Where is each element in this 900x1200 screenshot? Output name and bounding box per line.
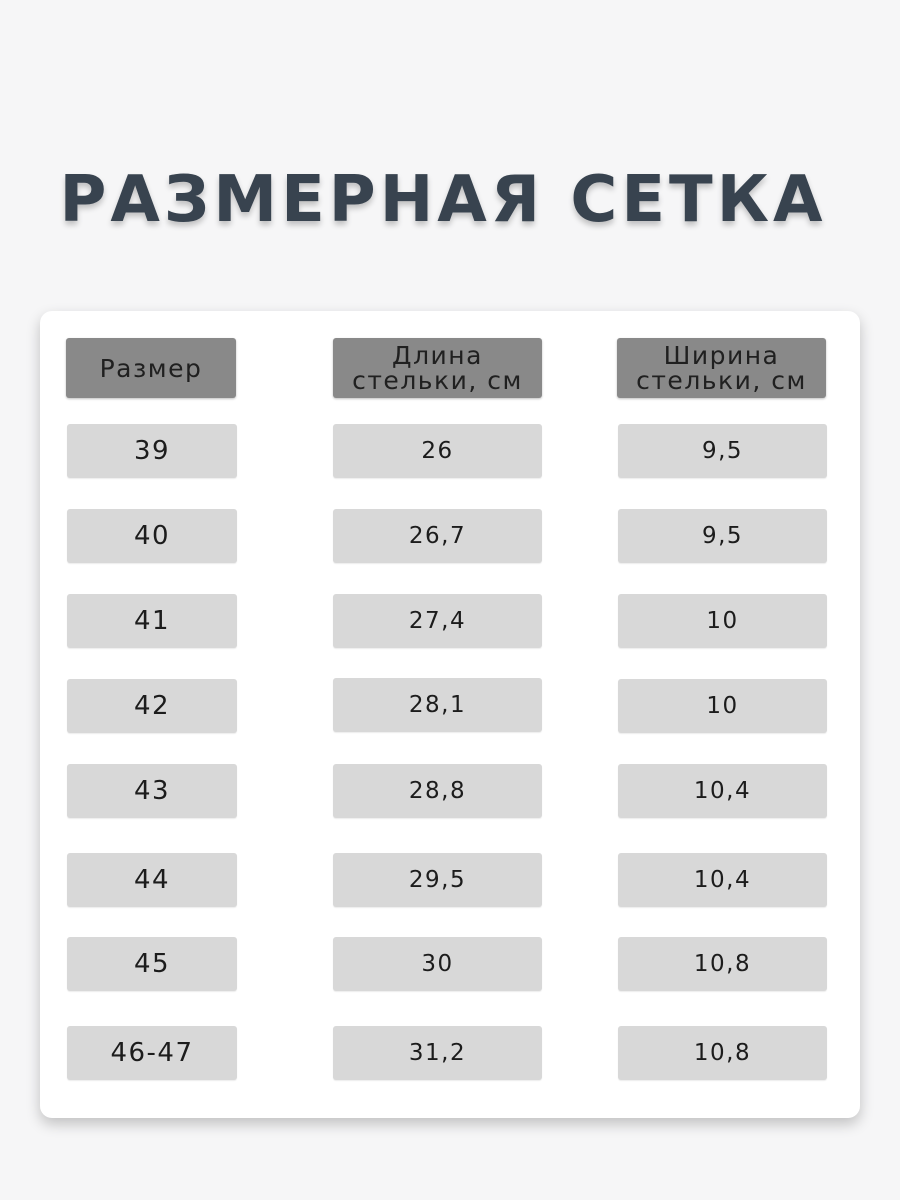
cell-size: 42 [67,679,237,733]
cell-size: 40 [67,509,237,563]
header-insole-length: Длина стельки, см [333,338,542,398]
cell-length: 28,8 [333,764,542,818]
cell-length: 27,4 [333,594,542,648]
cell-size: 45 [67,937,237,991]
cell-length: 29,5 [333,853,542,907]
cell-width: 10,4 [618,764,827,818]
cell-size: 44 [67,853,237,907]
cell-length: 31,2 [333,1026,542,1080]
cell-width: 10,8 [618,937,827,991]
cell-size: 43 [67,764,237,818]
cell-width: 9,5 [618,424,827,478]
cell-size: 46-47 [67,1026,237,1080]
size-chart-table [40,311,860,1118]
cell-size: 41 [67,594,237,648]
cell-width: 10 [618,679,827,733]
cell-length: 26,7 [333,509,542,563]
header-size: Размер [66,338,236,398]
cell-width: 9,5 [618,509,827,563]
cell-length: 28,1 [333,678,542,732]
cell-length: 26 [333,424,542,478]
cell-size: 39 [67,424,237,478]
header-insole-width: Ширина стельки, см [617,338,826,398]
page-title: РАЗМЕРНАЯ СЕТКА [59,163,827,237]
cell-width: 10,8 [618,1026,827,1080]
cell-width: 10 [618,594,827,648]
cell-width: 10,4 [618,853,827,907]
cell-length: 30 [333,937,542,991]
